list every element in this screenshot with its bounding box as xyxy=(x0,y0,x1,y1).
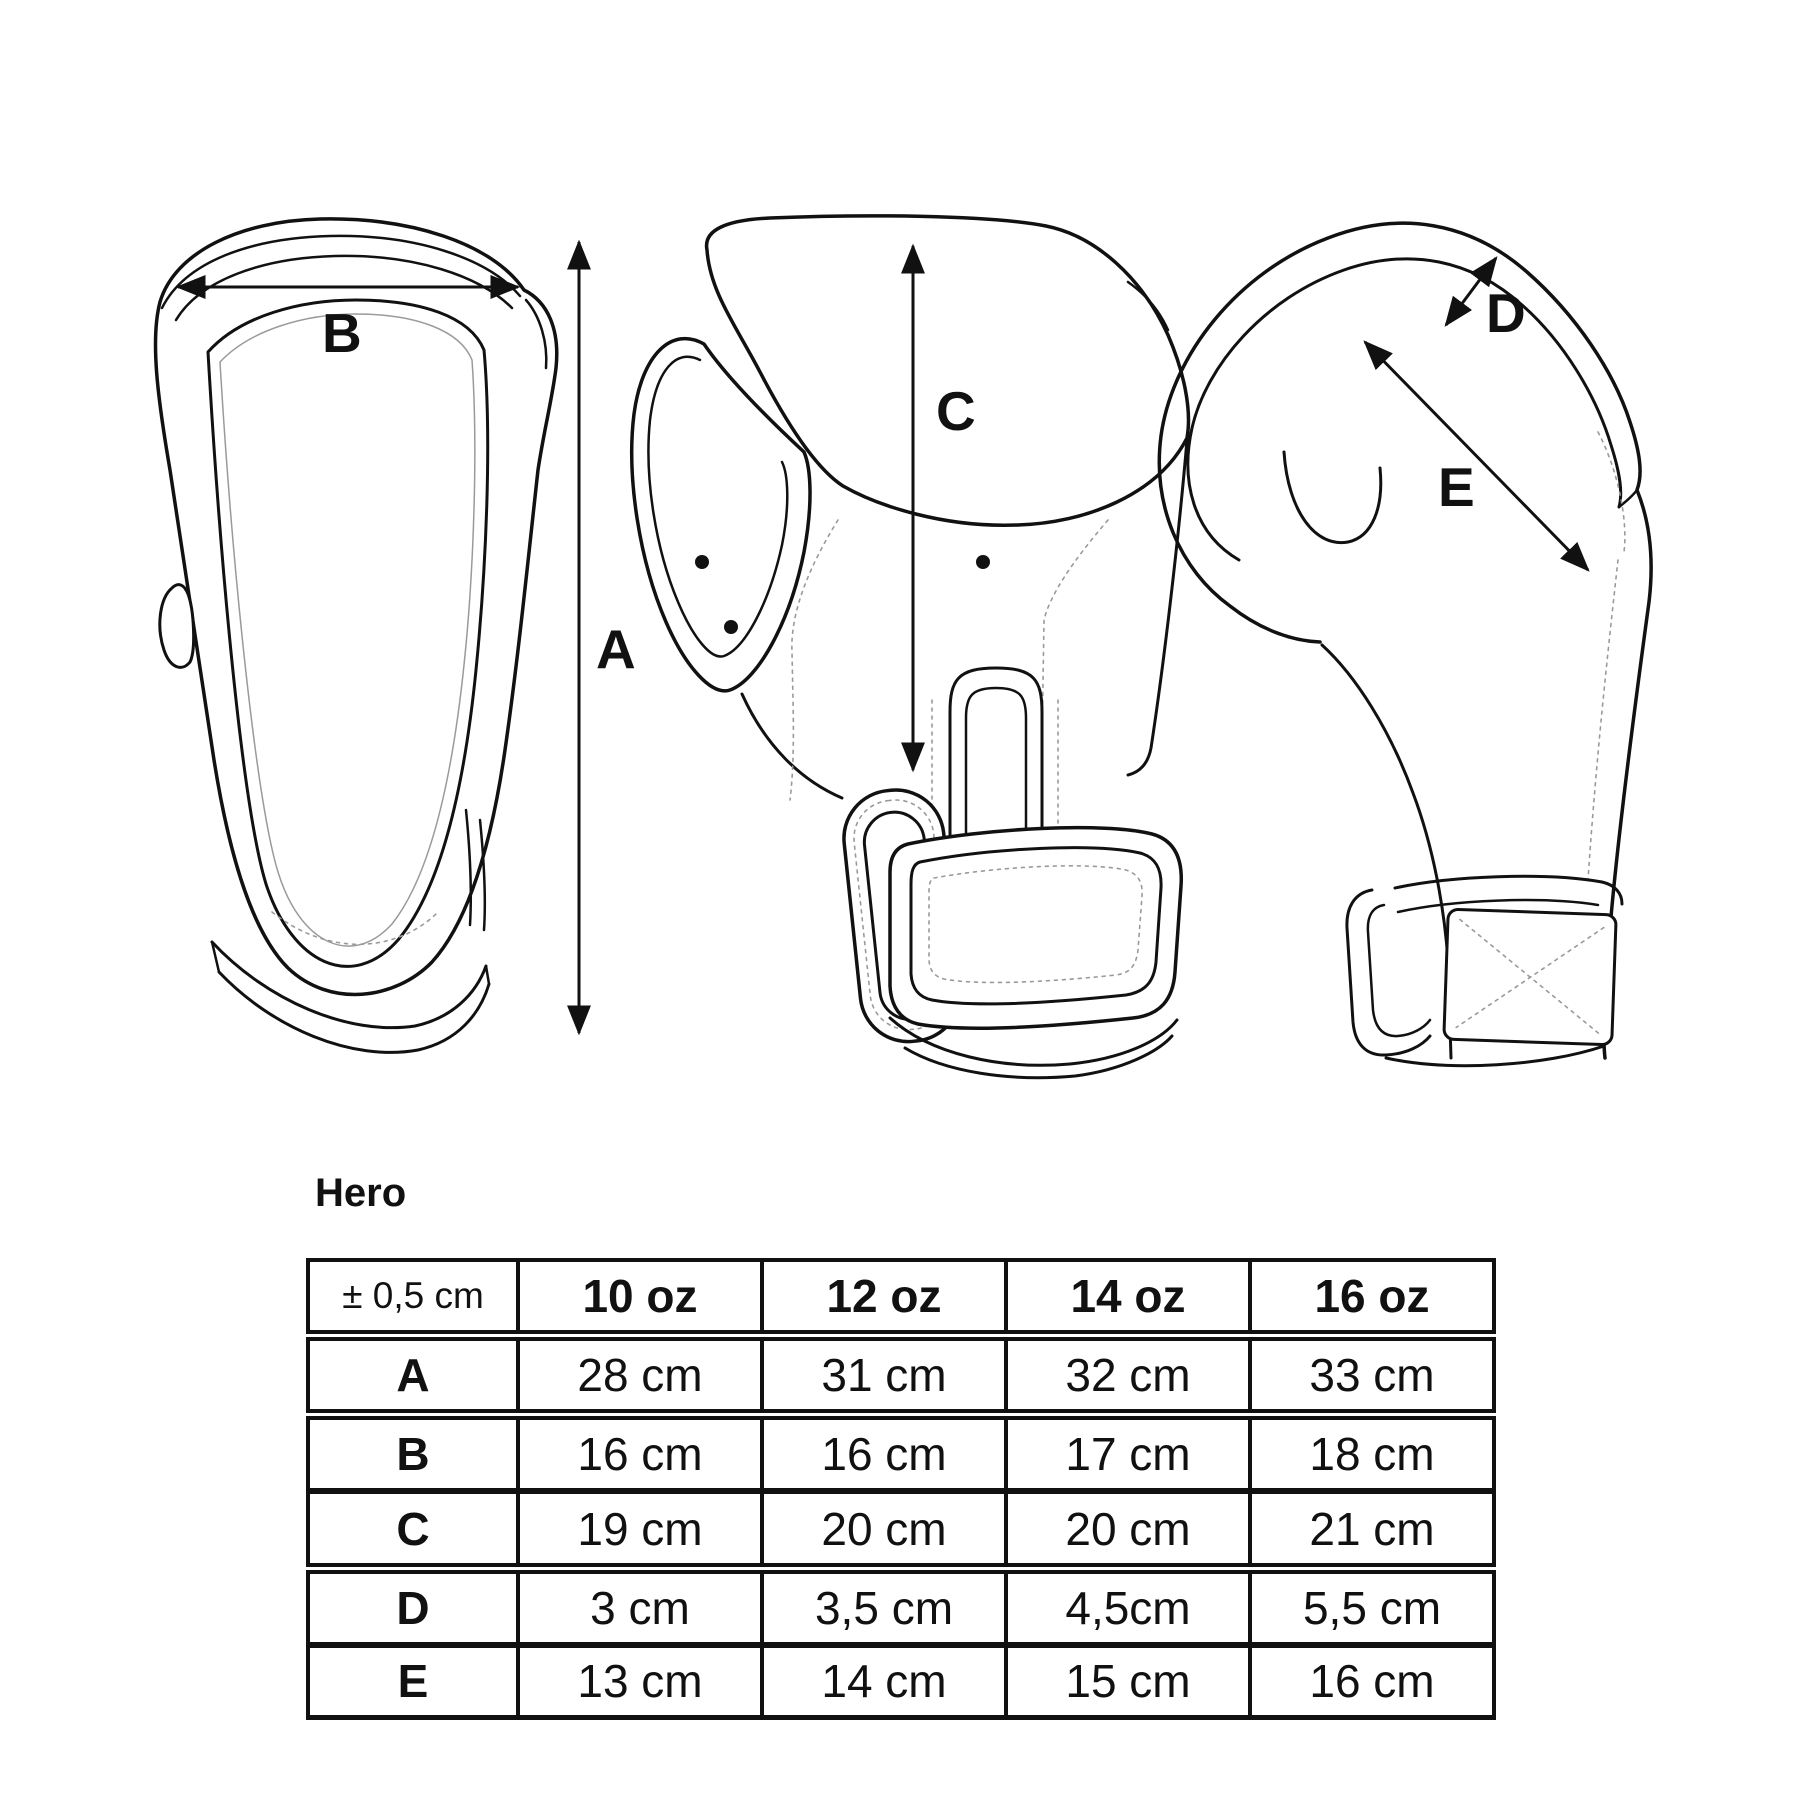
value-cell: 17 cm xyxy=(1006,1415,1250,1492)
table-row-a xyxy=(308,1335,1494,1415)
value-cell: 3,5 cm xyxy=(762,1568,1006,1645)
row-label: C xyxy=(308,1491,518,1568)
value-cell: 18 cm xyxy=(1250,1415,1494,1492)
value-cell: 4,5cm xyxy=(1006,1568,1250,1645)
value-cell: 32 cm xyxy=(1006,1335,1250,1415)
dimension-label-d: D xyxy=(1486,282,1526,344)
glove-side-view-drawing xyxy=(1159,223,1651,1065)
row-label: E xyxy=(308,1645,518,1718)
table-row-b xyxy=(308,1415,1494,1492)
column-header-14oz: 14 oz xyxy=(1006,1260,1250,1335)
tolerance-cell: ± 0,5 cm xyxy=(308,1260,518,1335)
dimension-arrow-e xyxy=(1365,342,1588,570)
table-row-e xyxy=(308,1645,1494,1718)
value-cell: 5,5 cm xyxy=(1250,1568,1494,1645)
dimension-label-b: B xyxy=(322,302,362,364)
value-cell: 14 cm xyxy=(762,1645,1006,1718)
size-table-header-row xyxy=(308,1260,1494,1335)
value-cell: 20 cm xyxy=(762,1491,1006,1568)
value-cell: 28 cm xyxy=(518,1335,762,1415)
value-cell: 21 cm xyxy=(1250,1491,1494,1568)
column-header-16oz: 16 oz xyxy=(1250,1260,1494,1335)
dimension-label-a: A xyxy=(596,618,636,680)
product-name: Hero xyxy=(315,1171,407,1215)
table-row-c xyxy=(308,1491,1494,1568)
row-label: B xyxy=(308,1415,518,1492)
value-cell: 16 cm xyxy=(1250,1645,1494,1718)
table-row-d xyxy=(308,1568,1494,1645)
glove-palm-view-drawing xyxy=(632,216,1189,1078)
value-cell: 33 cm xyxy=(1250,1335,1494,1415)
size-table xyxy=(306,1258,1496,1720)
dimension-label-c: C xyxy=(936,380,976,442)
value-cell: 13 cm xyxy=(518,1645,762,1718)
row-label: A xyxy=(308,1335,518,1415)
value-cell: 19 cm xyxy=(518,1491,762,1568)
value-cell: 15 cm xyxy=(1006,1645,1250,1718)
dimension-label-e: E xyxy=(1438,456,1475,518)
value-cell: 3 cm xyxy=(518,1568,762,1645)
column-header-12oz: 12 oz xyxy=(762,1260,1006,1335)
row-label: D xyxy=(308,1568,518,1645)
value-cell: 20 cm xyxy=(1006,1491,1250,1568)
value-cell: 31 cm xyxy=(762,1335,1006,1415)
value-cell: 16 cm xyxy=(518,1415,762,1492)
value-cell: 16 cm xyxy=(762,1415,1006,1492)
column-header-10oz: 10 oz xyxy=(518,1260,762,1335)
